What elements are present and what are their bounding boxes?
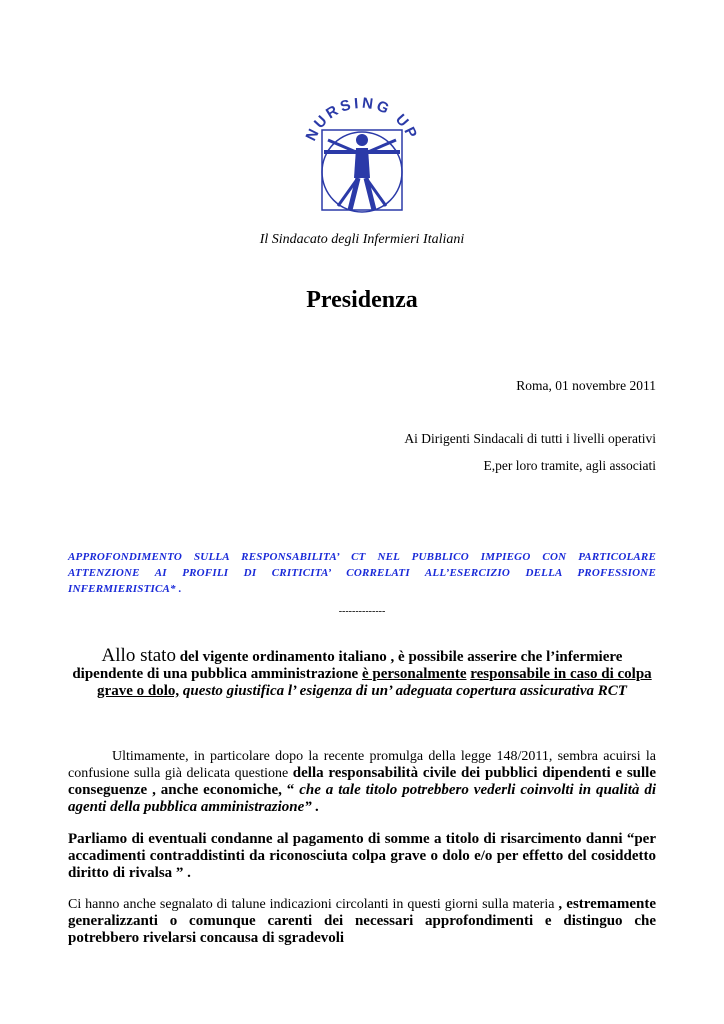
paragraph-1 (68, 748, 656, 816)
lead-underline-1: è personalmente (361, 666, 467, 682)
logo-text: NURSING UP (302, 96, 422, 144)
paragraph-3 (68, 896, 656, 947)
lead-paragraph (68, 647, 656, 700)
lead-text: del vigente ordinamento italiano , è possibile asserire che l’infermiere dipendente di una pubblica amministrazione (72, 649, 623, 682)
subject-heading: APPROFONDIMENTO SULLA RESPONSABILITA’ CT NEL PUBBLICO IMPIEGO CON PARTICOLARE ATTENZIONE AI PROFILI DI CRITICITA’ CORRELATI ALL’ESERCIZIO DELLA PROFESSIONE INFERMIERISTICA* . (68, 551, 656, 595)
lead-italic: questo giustifica l’ esigenza di un’ adeguata copertura assicurativa RCT (179, 683, 627, 699)
paragraph-1-normal: Ultimamente, in particolare dopo la recente promulga della legge 148/2011, sembra acuirsi la confusione sulla già delicata questione (68, 749, 656, 781)
recipient-line-2: E,per loro tramite, agli associati (483, 458, 656, 473)
tagline: Il Sindacato degli Infermieri Italiani (259, 232, 465, 247)
lead-big-text: Allo stato (101, 645, 176, 666)
paragraph-1-bold: della responsabilità civile dei pubblici dipendenti e sulle conseguenze , anche economiche, “ (68, 765, 657, 798)
separator: -------------- (338, 606, 386, 617)
paragraph-3-bold: , estremamente generalizzanti o comunque carenti dei necessari approfondimenti e distinguo che potrebbero rivelarsi concausa di sgradevoli (68, 896, 656, 946)
date-line: Roma, 01 novembre 2011 (516, 378, 656, 393)
page-title: Presidenza (306, 287, 418, 313)
lead-underline-2: responsabile in caso di colpa grave o dolo, (97, 666, 652, 699)
paragraph-2: Parliamo di eventuali condanne al pagamento di somme a titolo di risarcimento danni “per accadimenti contraddistinti da riconosciuta colpa grave o dolo e/o per effetto del cosiddetto diritto di rivalsa ” . (68, 831, 656, 881)
paragraph-3-normal: Ci hanno anche segnalato di talune indicazioni circolanti in questi giorni sulla materia (68, 897, 559, 912)
nursing-up-logo (298, 96, 426, 220)
paragraph-1-bold-italic: che a tale titolo potrebbero vederli coinvolti in qualità di agenti della pubblica amministrazione” . (68, 782, 656, 815)
recipient-line-1: Ai Dirigenti Sindacali di tutti i livelli operativi (404, 431, 656, 446)
